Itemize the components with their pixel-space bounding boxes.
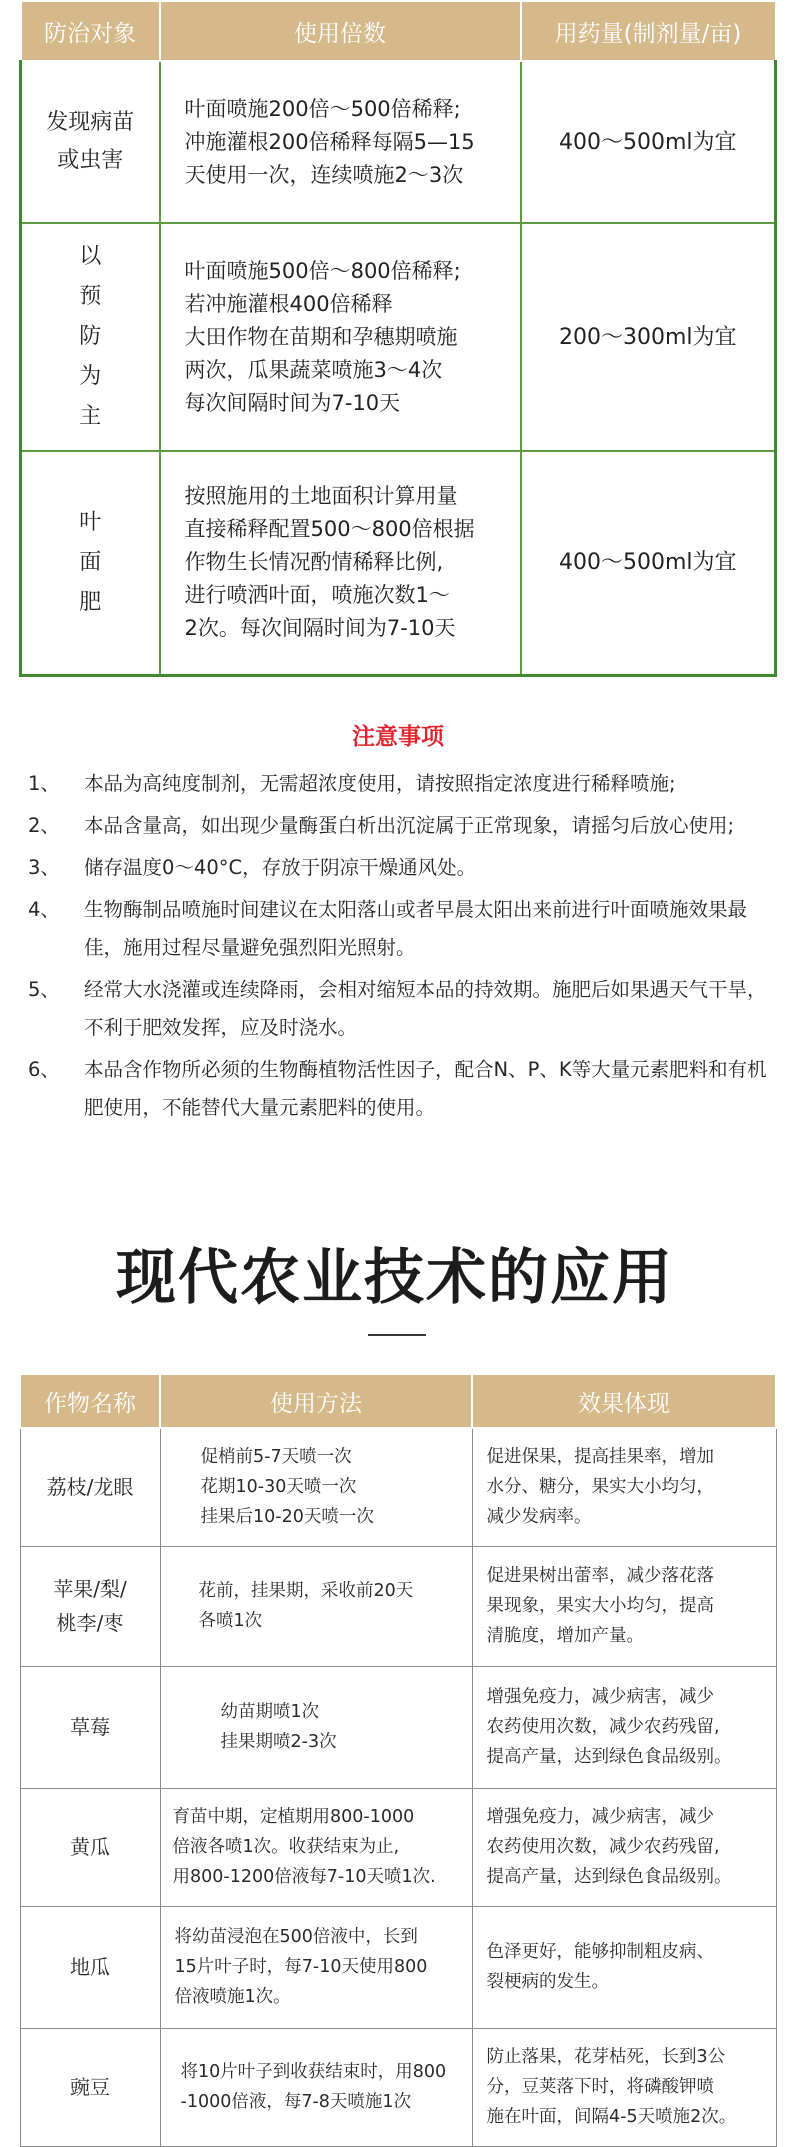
note-item	[28, 849, 768, 887]
table-row	[21, 61, 776, 223]
usage-line: 大田作物在苗期和孕穗期喷施	[184, 324, 458, 349]
target-char: 预	[79, 284, 102, 309]
note-number: 3、	[28, 856, 60, 879]
method-cell	[160, 2028, 472, 2146]
target-char: 叶	[79, 509, 102, 535]
note-number: 5、	[28, 978, 60, 1001]
section-heading: 现代农业技术的应用	[116, 1243, 674, 1313]
note-item	[28, 891, 768, 967]
header-crop: 作物名称	[20, 1374, 160, 1428]
usage-line: 叶面喷施200倍～500倍稀释;	[184, 96, 461, 121]
table-row	[20, 1546, 776, 1666]
effect-line: 提高产量，达到绿色食品级别。	[486, 1867, 732, 1887]
note-item	[28, 765, 768, 803]
effect-line: 农药使用次数，减少农药残留,	[486, 1837, 720, 1857]
crop-name: 桃李/枣	[56, 1611, 124, 1635]
crop-cell	[20, 1428, 160, 1546]
header-effect: 效果体现	[472, 1374, 776, 1428]
header-usage: 使用倍数	[160, 1, 521, 61]
effect-line: 色泽更好，能够抑制粗皮病、	[486, 1942, 714, 1962]
effect-line: 农药使用次数，减少农药残留,	[486, 1717, 720, 1737]
note-number: 2、	[28, 814, 60, 837]
method-line: 倍液喷施1次。	[174, 1987, 291, 2007]
note-text: 本品含作物所必须的生物酶植物活性因子，配合N、P、K等大量元素肥料和有机肥使用，不能替代大量元素肥料的使用。	[84, 1058, 767, 1119]
target-char: 主	[79, 404, 102, 429]
table-row	[20, 1428, 776, 1546]
effect-line: 减少发病率。	[486, 1507, 592, 1528]
method-cell	[160, 1546, 472, 1666]
effect-line: 分，豆荚落下时，将磷酸钾喷	[486, 2077, 714, 2097]
effect-line: 促进果树出蕾率，减少落花落	[486, 1566, 714, 1586]
effect-line: 清脆度，增加产量。	[486, 1626, 644, 1646]
usage-cell	[160, 223, 521, 451]
method-line: 15片叶子时，每7-10天使用800	[174, 1957, 428, 1977]
note-number: 1、	[28, 772, 60, 795]
crop-cell	[20, 1546, 160, 1666]
method-line: 倍液各喷1次。收获结束为止,	[172, 1837, 400, 1857]
header-method: 使用方法	[160, 1374, 472, 1428]
effect-line: 水分、糖分，果实大小均匀，	[486, 1477, 714, 1498]
dose-cell: 400～500ml为宜	[521, 61, 776, 223]
effect-line: 增强免疫力，减少病害，减少	[486, 1687, 714, 1707]
table-row	[21, 451, 776, 675]
note-text: 经常大水浇灌或连续降雨，会相对缩短本品的持效期。施肥后如果遇天气干旱，不利于肥效发挥，应及时浇水。	[84, 978, 767, 1039]
target-cell	[21, 223, 160, 451]
crop-name: 草莓	[70, 1715, 110, 1739]
usage-line: 进行喷洒叶面，喷施次数1～	[184, 583, 450, 608]
target-char: 面	[79, 549, 102, 575]
note-item	[28, 971, 768, 1047]
crop-cell	[20, 1788, 160, 1906]
target-cell	[21, 451, 160, 675]
heading-divider	[368, 1334, 426, 1336]
effect-cell	[472, 1906, 776, 2028]
target-char: 以	[79, 244, 102, 269]
table-row	[20, 2028, 776, 2146]
method-cell	[160, 1666, 472, 1788]
crop-cell	[20, 2028, 160, 2146]
crop-name: 苹果/梨/	[53, 1577, 127, 1601]
effect-cell	[472, 1546, 776, 1666]
target-label: 发现病苗或虫害	[46, 110, 135, 173]
effect-line: 增强免疫力，减少病害，减少	[486, 1807, 714, 1827]
usage-table	[19, 0, 777, 677]
method-line: -1000倍液，每7-8天喷施1次	[180, 2092, 412, 2112]
note-item	[28, 807, 768, 845]
method-line: 将10片叶子到收获结束时，用800	[180, 2062, 447, 2082]
effect-line: 提高产量，达到绿色食品级别。	[486, 1747, 732, 1767]
method-line: 将幼苗浸泡在500倍液中，长到	[174, 1927, 418, 1947]
method-line: 挂果期喷2-3次	[220, 1732, 337, 1752]
usage-cell	[160, 451, 521, 675]
usage-line: 两次，瓜果蔬菜喷施3～4次	[184, 357, 443, 382]
usage-line: 2次。每次间隔时间为7-10天	[184, 616, 456, 641]
note-text: 本品为高纯度制剂，无需超浓度使用，请按照指定浓度进行稀释喷施;	[84, 772, 676, 795]
dose-cell: 200～300ml为宜	[521, 223, 776, 451]
effect-cell	[472, 1788, 776, 1906]
note-item	[28, 1051, 768, 1127]
usage-line: 若冲施灌根400倍稀释	[184, 291, 393, 316]
crop-name: 荔枝/龙眼	[46, 1475, 134, 1500]
crop-name: 黄瓜	[70, 1835, 110, 1859]
note-text: 储存温度0～40°C，存放于阴凉干燥通风处。	[84, 856, 477, 879]
effect-line: 果现象，果实大小均匀，提高	[486, 1596, 714, 1616]
crop-cell	[20, 1666, 160, 1788]
usage-line: 直接稀释配置500～800倍根据	[184, 517, 475, 542]
effect-cell	[472, 1666, 776, 1788]
method-line: 促梢前5-7天喷一次	[200, 1447, 352, 1468]
crop-table	[19, 1373, 777, 2147]
method-cell	[160, 1428, 472, 1546]
method-line: 挂果后10-20天喷一次	[200, 1507, 374, 1528]
note-number: 6、	[28, 1058, 60, 1081]
header-target: 防治对象	[21, 1, 160, 61]
table-row	[20, 1666, 776, 1788]
table-row	[21, 223, 776, 451]
usage-line: 叶面喷施500倍～800倍稀释;	[184, 258, 461, 283]
method-line: 花期10-30天喷一次	[200, 1477, 357, 1498]
method-line: 幼苗期喷1次	[220, 1702, 320, 1722]
crop-name: 豌豆	[70, 2075, 110, 2099]
target-char: 防	[79, 324, 102, 349]
crop-name: 地瓜	[70, 1955, 110, 1979]
usage-line: 作物生长情况酌情稀释比例,	[184, 550, 444, 575]
method-line: 用800-1200倍液每7-10天喷1次.	[172, 1867, 436, 1887]
notes-title: 注意事项	[352, 724, 444, 750]
target-char: 为	[79, 364, 102, 389]
method-line: 各喷1次	[198, 1611, 263, 1631]
notes-section	[28, 718, 768, 1131]
note-text: 生物酶制品喷施时间建议在太阳落山或者早晨太阳出来前进行叶面喷施效果最佳，施用过程尽量避免强烈阳光照射。	[84, 898, 748, 959]
note-number: 4、	[28, 898, 60, 921]
crop-table-header	[20, 1374, 776, 1428]
effect-line: 裂梗病的发生。	[486, 1972, 609, 1992]
method-line: 花前，挂果期，采收前20天	[198, 1581, 414, 1601]
target-cell	[21, 61, 160, 223]
effect-line: 防止落果，花芽枯死，长到3公	[486, 2047, 726, 2067]
usage-table-header	[21, 1, 776, 61]
effect-line: 促进保果，提高挂果率，增加	[486, 1447, 714, 1468]
effect-line: 施在叶面，间隔4-5天喷施2次。	[486, 2107, 737, 2127]
usage-line: 按照施用的土地面积计算用量	[184, 484, 458, 509]
usage-line: 冲施灌根200倍稀释每隔5—15	[184, 129, 475, 154]
effect-cell	[472, 2028, 776, 2146]
method-cell	[160, 1788, 472, 1906]
crop-cell	[20, 1906, 160, 2028]
table-row	[20, 1906, 776, 2028]
note-text: 本品含量高，如出现少量酶蛋白析出沉淀属于正常现象，请摇匀后放心使用;	[84, 814, 735, 837]
usage-cell	[160, 61, 521, 223]
header-dose: 用药量(制剂量/亩)	[521, 1, 776, 61]
method-line: 育苗中期，定植期用800-1000	[172, 1807, 415, 1827]
usage-line: 天使用一次，连续喷施2～3次	[184, 162, 464, 187]
target-char: 肥	[79, 589, 102, 615]
table-row	[20, 1788, 776, 1906]
dose-cell: 400～500ml为宜	[521, 451, 776, 675]
effect-cell	[472, 1428, 776, 1546]
method-cell	[160, 1906, 472, 2028]
usage-line: 每次间隔时间为7-10天	[184, 390, 401, 415]
